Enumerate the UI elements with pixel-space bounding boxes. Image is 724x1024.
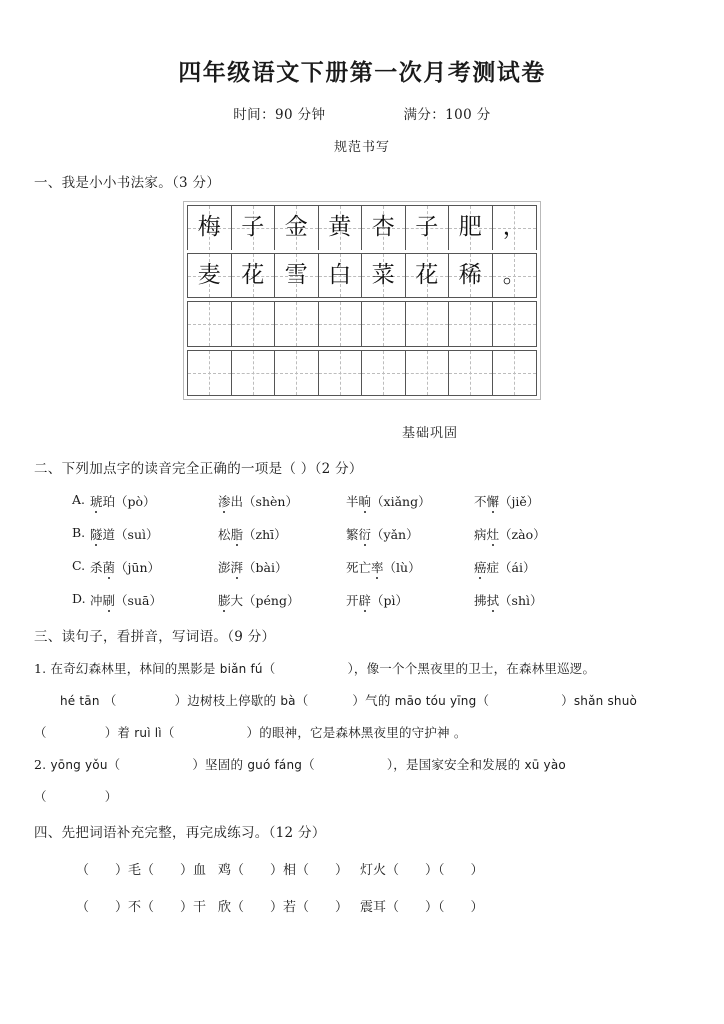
choice-word: 不 (474, 493, 487, 509)
choice-word: 珀 (102, 493, 116, 509)
q3-sentence-1-line-3 (34, 723, 690, 741)
choice-option-b[interactable] (34, 525, 690, 543)
choice-pinyin: （ái） (499, 559, 536, 575)
choice-word: 繁 (346, 526, 359, 542)
choice-word: 大 (230, 592, 244, 608)
choice-word: 澎 (218, 559, 231, 575)
choice-pinyin: （jūn） (115, 559, 161, 575)
grid-cell[interactable] (232, 302, 276, 346)
choice-pinyin: （xiǎng） (371, 493, 431, 509)
grid-cell-text: 花 (241, 262, 265, 289)
grid-cell[interactable] (275, 302, 319, 346)
choice-pinyin: （lù） (383, 559, 421, 575)
word-part: ）不（ (115, 899, 155, 915)
pinyin-hint: ruì lì (134, 725, 162, 740)
grid-cell[interactable] (362, 206, 406, 250)
grid-cell[interactable] (406, 206, 450, 250)
choice-word: 症 (486, 559, 500, 575)
choice-item (90, 492, 218, 510)
pinyin-hint: shǎn shuò (573, 693, 638, 708)
choice-item (218, 492, 346, 510)
dotted-char: 癌 (474, 559, 487, 575)
grid-cell-text: 白 (328, 262, 352, 289)
grid-row (187, 205, 537, 250)
choice-item (474, 591, 602, 609)
choice-pinyin: （shèn） (243, 493, 298, 509)
choice-word: 道 (102, 526, 116, 542)
paren-open: （ (262, 660, 276, 676)
choice-word: 死亡 (346, 559, 372, 575)
choice-label: D. (72, 590, 86, 606)
paren-open: （ (107, 756, 121, 772)
word-part: 鸡（ (218, 862, 245, 878)
choice-option-c[interactable] (34, 558, 690, 576)
choice-item (90, 525, 218, 543)
paren-close: ） (104, 788, 118, 804)
word-part: ）（ (425, 862, 445, 878)
pinyin-hint: māo tóu yīng (394, 693, 477, 708)
pinyin-hint: xū yào (524, 757, 566, 772)
grid-cell-text: 子 (415, 214, 439, 241)
grid-cell[interactable] (406, 351, 450, 395)
choice-word: 出 (230, 493, 244, 509)
grid-cell[interactable] (449, 206, 493, 250)
choice-pinyin: （pò） (115, 493, 156, 509)
grid-cell[interactable] (406, 254, 450, 298)
grid-cell[interactable] (449, 254, 493, 298)
dotted-char: 懈 (486, 493, 500, 509)
grid-cell[interactable] (275, 254, 319, 298)
word-part: 灯火（ (360, 862, 400, 878)
sentence-text: ）的眼神，它是森林黑夜里的守护神 。 (246, 724, 467, 740)
grid-cell[interactable] (362, 302, 406, 346)
q3-sentence-2-line-2 (34, 787, 690, 805)
grid-cell-text: 肥 (458, 214, 482, 241)
choice-item (474, 492, 602, 510)
exam-duration: 时间：90 分钟 (233, 107, 326, 123)
paren-open: （ (103, 692, 117, 708)
choice-item (346, 525, 474, 543)
grid-cell[interactable] (319, 302, 363, 346)
choice-pinyin: （suì） (115, 526, 159, 542)
pinyin-hint: bà (280, 693, 296, 708)
sentence-number: 2. (34, 756, 51, 772)
word-part: （ (76, 862, 90, 878)
choice-word: 拂 (474, 592, 487, 608)
section-heading-basics: 基础巩固 (401, 425, 458, 441)
choice-label: C. (72, 557, 86, 573)
choice-item (346, 492, 474, 510)
choice-pinyin: （péng） (243, 592, 300, 608)
paren-open: （ (34, 724, 47, 740)
dotted-char: 辟 (358, 592, 372, 608)
paren-open: （ (302, 756, 315, 772)
word-part: 震耳（ (360, 899, 400, 915)
pinyin-hint: biǎn fú (219, 661, 263, 676)
dotted-char: 琥 (90, 493, 103, 509)
choice-option-d[interactable] (34, 591, 690, 609)
dotted-char: 湃 (230, 559, 244, 575)
dotted-char: 率 (371, 559, 384, 575)
choice-item (346, 591, 474, 609)
sentence-text: ），是国家安全和发展的 (386, 756, 525, 772)
choice-pinyin: （yǎn） (371, 526, 419, 542)
dotted-char: 刷 (102, 592, 116, 608)
sentence-text: ）气的 (352, 692, 395, 708)
sentence-text: 1. 在奇幻森林里，林间的黑影是 (34, 660, 220, 676)
grid-cell-text: 花 (415, 262, 439, 289)
choice-word: 病 (474, 526, 487, 542)
word-part: ） (470, 899, 484, 915)
dotted-char: 拭 (486, 592, 500, 608)
grid-cell[interactable] (275, 206, 319, 250)
choice-pinyin: （bài） (243, 559, 288, 575)
q4-row-2 (34, 896, 690, 915)
choice-pinyin: （zhī） (243, 526, 287, 542)
choice-word: 开 (346, 592, 359, 608)
q3-sentence-1-line-1 (34, 659, 690, 677)
word-part: ）干 (180, 899, 207, 915)
paren-open: （ (476, 692, 490, 708)
grid-cell-text: 麦 (197, 262, 221, 289)
grid-cell-text: 雪 (284, 262, 308, 289)
choice-pinyin: （suā） (115, 592, 162, 608)
grid-cell[interactable] (319, 206, 363, 250)
paren-open: （ (295, 692, 309, 708)
grid-cell[interactable] (232, 254, 276, 298)
choice-pinyin: （zào） (499, 526, 546, 542)
choice-option-a[interactable] (34, 492, 690, 510)
calligraphy-grid (183, 201, 541, 400)
grid-cell[interactable] (188, 351, 232, 395)
dotted-char: 膨 (218, 592, 231, 608)
word-part: ）毛（ (115, 862, 155, 878)
choice-label: B. (72, 524, 86, 540)
choice-item (474, 558, 602, 576)
word-blank-group[interactable] (360, 896, 528, 915)
choice-word: 冲 (90, 592, 103, 608)
choice-pinyin: （pì） (371, 592, 409, 608)
dotted-char: 灶 (486, 526, 500, 542)
choice-word: 杀 (90, 559, 103, 575)
word-part: ）相（ (270, 862, 310, 878)
grid-cell-text: 黄 (328, 214, 352, 241)
grid-cell-text: 稀 (458, 262, 482, 289)
grid-cell[interactable] (362, 351, 406, 395)
grid-cell[interactable] (319, 351, 363, 395)
exam-meta (34, 103, 690, 123)
word-part: ）若（ (270, 899, 310, 915)
word-blank-group[interactable] (218, 896, 360, 915)
q3-sentence-2-line-1 (34, 755, 690, 773)
grid-cell[interactable] (493, 254, 537, 298)
dotted-char: 隧 (90, 526, 103, 542)
word-part: （ (76, 899, 90, 915)
dotted-char: 菌 (102, 559, 116, 575)
grid-row (187, 301, 537, 347)
grid-cell-text: 杏 (371, 214, 395, 241)
grid-cell[interactable] (188, 206, 232, 250)
word-part: 欣（ (218, 899, 245, 915)
paren-open: （ (161, 724, 175, 740)
dotted-char: 脂 (230, 526, 244, 542)
sentence-text: ）着 (104, 724, 135, 740)
word-part: ）（ (425, 899, 445, 915)
word-part: ）血 (180, 862, 207, 878)
question-4-title: 四、先把词语补充完整，再完成练习。（12 分） (34, 824, 326, 841)
paren-open: （ (34, 788, 47, 804)
section-heading-writing: 规范书写 (333, 140, 390, 155)
choice-item (474, 525, 602, 543)
dotted-char: 渗 (218, 493, 231, 509)
grid-cell[interactable] (275, 351, 319, 395)
grid-cell-text: 梅 (197, 214, 221, 241)
choice-item (90, 558, 218, 576)
grid-cell[interactable] (493, 351, 537, 395)
choice-item (218, 558, 346, 576)
pinyin-hint: guó fáng (247, 757, 303, 772)
grid-row (187, 350, 537, 396)
choice-pinyin: （shì） (499, 592, 543, 608)
grid-cell[interactable] (188, 254, 232, 298)
grid-cell[interactable] (406, 302, 450, 346)
exam-total-score: 满分：100 分 (403, 107, 491, 123)
grid-cell-text: 菜 (371, 262, 395, 289)
word-blank-group[interactable] (76, 859, 218, 878)
grid-cell[interactable] (319, 254, 363, 298)
grid-cell-text: 子 (241, 214, 265, 241)
choice-word: 松 (218, 526, 231, 542)
question-3-title: 三、读句子，看拼音，写词语。（9 分） (34, 628, 276, 645)
grid-cell-text: 。 (502, 262, 526, 289)
sentence-text: ）坚固的 (192, 756, 248, 772)
choice-pinyin: （jiě） (499, 493, 540, 509)
page-title: 四年级语文下册第一次月考测试卷 (178, 59, 546, 86)
word-part: ） (335, 899, 349, 915)
word-blank-group[interactable] (360, 859, 528, 878)
grid-row (187, 253, 537, 299)
grid-cell-text: ， (502, 214, 526, 241)
grid-cell[interactable] (493, 206, 537, 250)
pinyin-hint: yōng yǒu (50, 757, 108, 772)
grid-cell[interactable] (232, 206, 276, 250)
dotted-char: 衍 (358, 526, 372, 542)
q4-row-1 (34, 859, 690, 878)
choice-item (346, 558, 474, 576)
question-1-title: 一、我是小小书法家。（3 分） (34, 175, 221, 191)
sentence-text: ），像一个个黑夜里的卫士，在森林里巡逻。 (347, 660, 596, 676)
grid-cell-text: 金 (284, 214, 308, 241)
word-blank-group[interactable] (76, 896, 218, 915)
q3-sentence-1-line-2 (34, 691, 690, 709)
grid-cell[interactable] (493, 302, 537, 346)
grid-cell[interactable] (362, 254, 406, 298)
choice-item (218, 525, 346, 543)
choice-word: 半 (346, 493, 359, 509)
dotted-char: 晌 (358, 493, 372, 509)
grid-cell[interactable] (188, 302, 232, 346)
sentence-text: ）边树枝上停歇的 (174, 692, 281, 708)
word-part: ） (335, 862, 349, 878)
paren-close: ） (561, 692, 574, 708)
word-part: ） (470, 862, 484, 878)
question-2-title: 二、下列加点字的读音完全正确的一项是（ ）（2 分） (34, 460, 363, 477)
grid-cell[interactable] (232, 351, 276, 395)
word-blank-group[interactable] (218, 859, 360, 878)
grid-cell[interactable] (449, 351, 493, 395)
choice-item (218, 591, 346, 609)
pinyin-hint: hé tān (60, 693, 100, 708)
choice-label: A. (72, 491, 86, 507)
choice-item (90, 591, 218, 609)
grid-cell[interactable] (449, 302, 493, 346)
